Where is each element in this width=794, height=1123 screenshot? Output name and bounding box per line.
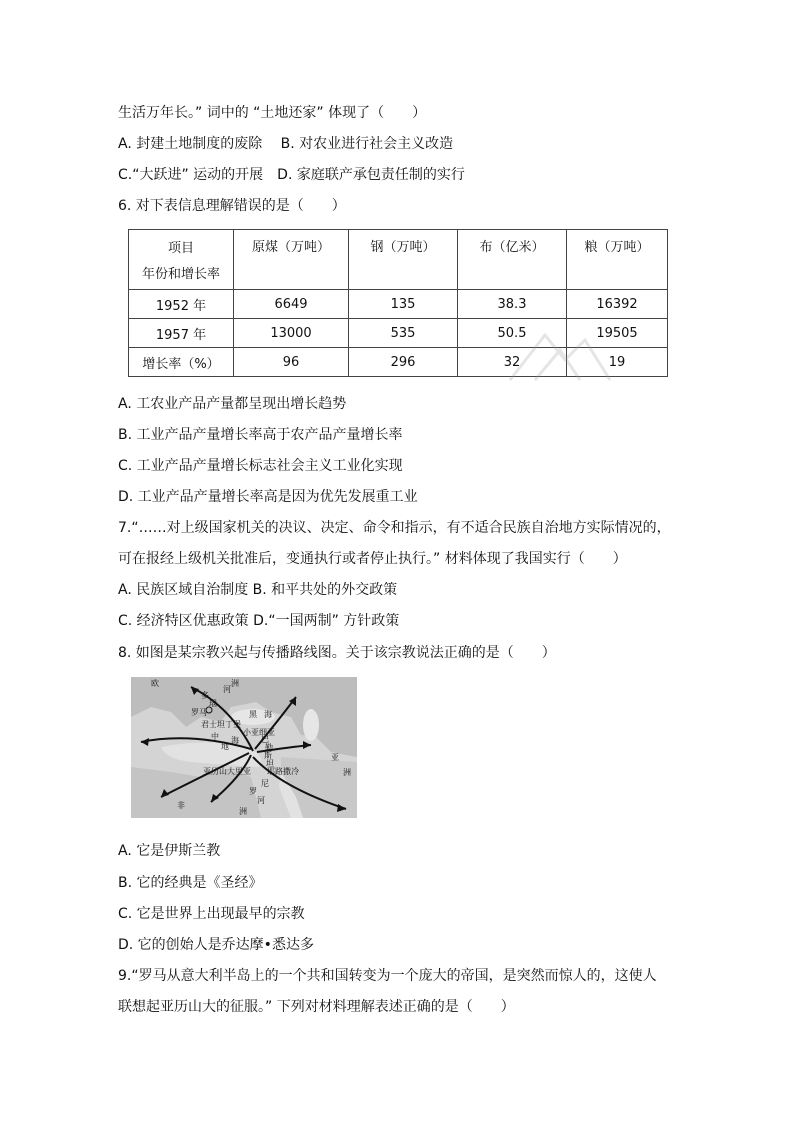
map-label: 坦 <box>266 759 274 768</box>
map-label: 亚历山大里亚 <box>203 767 251 776</box>
q7-stem-1: 7.“……对上级国家机关的决议、决定、命令和指示，有不适合民族自治地方实际情况的， <box>118 520 671 536</box>
q6-option-c: C. 工业产品产量增长标志社会主义工业化实现 <box>118 458 403 474</box>
q7-options-ab: A. 民族区域自治制度 B. 和平共处的外交政策 <box>118 582 398 598</box>
cell: 96 <box>234 348 349 377</box>
map-label: 洲 <box>231 679 239 688</box>
table-row <box>129 290 668 319</box>
cell: 135 <box>349 290 458 319</box>
row-label: 增长率（%） <box>129 348 234 377</box>
map-label: 黑 <box>249 710 257 719</box>
map-label: 海 <box>231 736 239 745</box>
cell: 16392 <box>567 290 668 319</box>
map-label: 非 <box>177 801 185 810</box>
header-steel: 钢（万吨） <box>349 230 458 290</box>
table-corner-cell <box>129 230 234 290</box>
watermark-graphic <box>505 320 615 390</box>
header-year-rate: 年份和增长率 <box>141 267 220 282</box>
q5-stem-end: 生活万年长。” 词中的 “土地还家” 体现了（ ） <box>118 105 427 121</box>
map-label: 勒 <box>265 743 273 752</box>
map-label: 洲 <box>343 768 351 777</box>
header-cloth: 布（亿米） <box>458 230 567 290</box>
q6-option-d: D. 工业产品产量增长率高是因为优先发展重工业 <box>118 489 418 505</box>
q8-option-d: D. 它的创始人是乔达摩•悉达多 <box>118 937 314 953</box>
map-label: 河 <box>257 796 265 805</box>
header-grain: 粮（万吨） <box>567 230 668 290</box>
q6-option-a: A. 工农业产品产量都呈现出增长趋势 <box>118 396 347 412</box>
row-label: 1957 年 <box>129 319 234 348</box>
cell: 19505 <box>567 319 668 348</box>
map-label: 欧 <box>151 679 159 688</box>
q9-stem-1: 9.“罗马从意大利半岛上的一个共和国转变为一个庞大的帝国，是突然而惊人的，这使人 <box>118 968 657 984</box>
map-label: 尼 <box>261 779 269 788</box>
cell: 38.3 <box>458 290 567 319</box>
map-label: 多 <box>201 691 209 700</box>
map-label: 耶路撒冷 <box>267 767 299 776</box>
map-label: 君士坦丁堡 <box>201 720 241 729</box>
q5-options-cd: C.“大跃进” 运动的开展 D. 家庭联产承包责任制的实行 <box>118 167 465 183</box>
q8-stem: 8. 如图是某宗教兴起与传播路线图。关于该宗教说法正确的是（ ） <box>118 645 556 661</box>
q8-option-c: C. 它是世界上出现最早的宗教 <box>118 906 305 922</box>
cell: 13000 <box>234 319 349 348</box>
map-label: 洲 <box>239 807 247 816</box>
q8-option-b: B. 它的经典是《圣经》 <box>118 875 263 891</box>
q7-stem-2: 可在报经上级机关批准后，变通执行或者停止执行。” 材料体现了我国实行（ ） <box>118 551 627 567</box>
cell: 50.5 <box>458 319 567 348</box>
q7-options-cd: C. 经济特区优惠政策 D.“一国两制” 方针政策 <box>118 613 400 629</box>
map-label: 斯 <box>264 751 272 760</box>
q9-stem-2: 联想起亚历山大的征服。” 下列对材料理解表述正确的是（ ） <box>118 999 515 1015</box>
row-label: 1952 年 <box>129 290 234 319</box>
header-coal: 原煤（万吨） <box>234 230 349 290</box>
cell: 535 <box>349 319 458 348</box>
q6-stem: 6. 对下表信息理解错误的是（ ） <box>118 198 346 214</box>
table-header-row <box>129 230 668 290</box>
cell: 6649 <box>234 290 349 319</box>
map-label: 巴 <box>261 735 269 744</box>
cell: 32 <box>458 348 567 377</box>
map-label: 罗 <box>249 787 257 796</box>
cell: 19 <box>567 348 668 377</box>
map-label: 地 <box>221 742 229 751</box>
q8-option-a: A. 它是伊斯兰教 <box>118 843 221 859</box>
map-label: 小亚细亚 <box>243 728 275 737</box>
map-label: 中 <box>211 732 219 741</box>
map-label: 海 <box>264 710 272 719</box>
cell: 296 <box>349 348 458 377</box>
q5-options-ab: A. 封建土地制度的废除 B. 对农业进行社会主义改造 <box>118 136 454 152</box>
q6-option-b: B. 工业产品产量增长率高于农产品产量增长率 <box>118 427 403 443</box>
map-label: 罗马 <box>191 708 207 717</box>
map-label: 亚 <box>331 753 339 762</box>
map-label: 瑙 <box>209 699 217 708</box>
map-label: 河 <box>223 685 231 694</box>
header-item: 项目 <box>167 241 194 256</box>
religion-spread-map <box>131 677 357 818</box>
